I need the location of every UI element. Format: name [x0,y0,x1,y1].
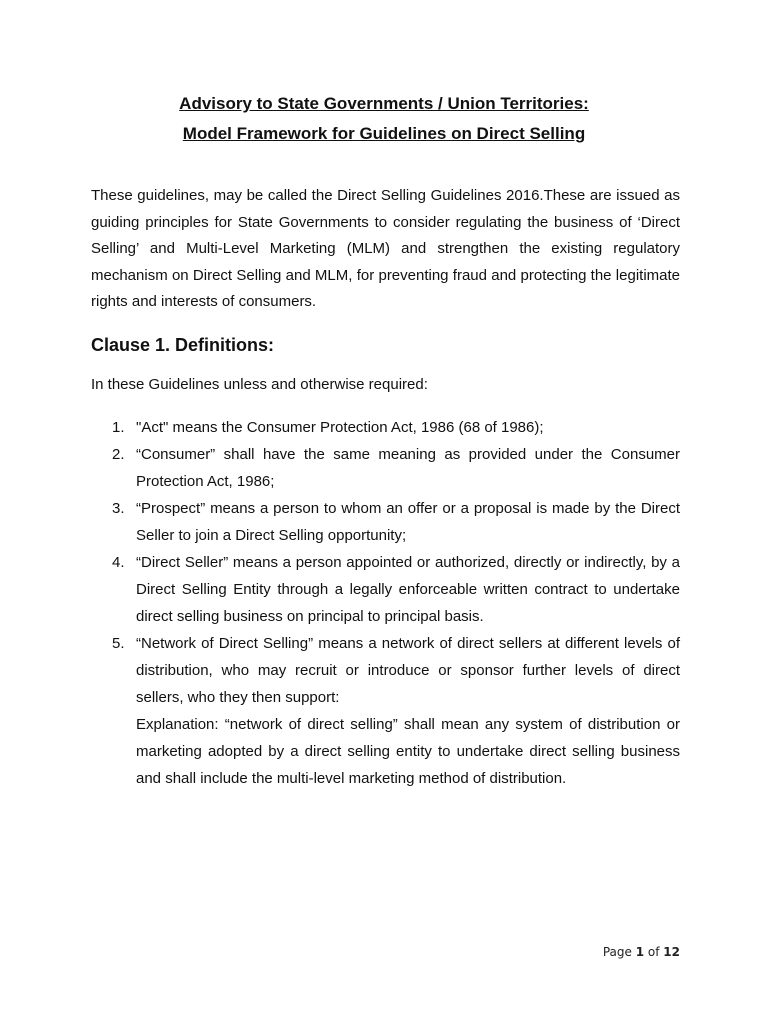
list-item-text: “Consumer” shall have the same meaning as provided under the Consumer Protection Act, 1986; [136,446,680,490]
title-line-2: Model Framework for Guidelines on Direct Selling [182,124,586,143]
total-pages: 12 [663,945,680,959]
list-item [91,630,680,792]
list-item [91,549,680,630]
list-item-text: “Prospect” means a person to whom an offer or a proposal is made by the Direct Seller to join a Direct Selling opportunity; [136,500,680,544]
definitions-list [91,414,680,792]
list-item-number: 1. [112,419,125,436]
current-page: 1 [635,945,645,959]
explanation-text: Explanation: “network of direct selling” shall mean any system of distribution or marketing adopted by a direct selling entity to undertake direct selling business and shall include the multi-level marketing method of distribution. [136,716,680,787]
list-item-text: “Direct Seller” means a person appointed or authorized, directly or indirectly, by a Direct Selling Entity through a legally enforceable written contract to undertake direct selling business on principal to principal basis. [136,554,680,625]
list-item [91,495,680,549]
list-item-number: 2. [112,446,125,463]
list-item-number: 3. [112,500,125,517]
clause-heading: Clause 1. Definitions: [91,335,275,355]
list-item-text: "Act" means the Consumer Protection Act, 1986 (68 of 1986); [136,419,544,436]
title-line-1: Advisory to State Governments / Union Territories: [179,94,589,113]
list-item [91,441,680,495]
intro-paragraph: These guidelines, may be called the Direct Selling Guidelines 2016.These are issued as guiding principles for State Governments to consider regulating the business of ‘Direct Selling’ and Multi-Level Marketing (MLM) and strengthen the existing regulatory mechanism on Direct Selling and MLM, for preventing fraud and protecting the legitimate rights and interests of consumers. [91,187,680,310]
of-word: of [647,945,660,959]
list-item-number: 5. [112,635,125,652]
page-number [603,945,680,959]
list-item-number: 4. [112,554,125,571]
document-title [0,94,768,144]
page-word: Page [602,945,632,959]
list-item [91,414,680,441]
list-item-text: “Network of Direct Selling” means a network of direct sellers at different levels of distribution, who may recruit or introduce or sponsor further levels of direct sellers, who they then support: Explanation: “network of direct selling” shall mean any system of distribution or marketing adopted by a direct selling entity to undertake direct selling business and shall include the multi-level marketing method of distribution. [136,630,680,792]
clause-lead: In these Guidelines unless and otherwise required: [91,376,428,393]
